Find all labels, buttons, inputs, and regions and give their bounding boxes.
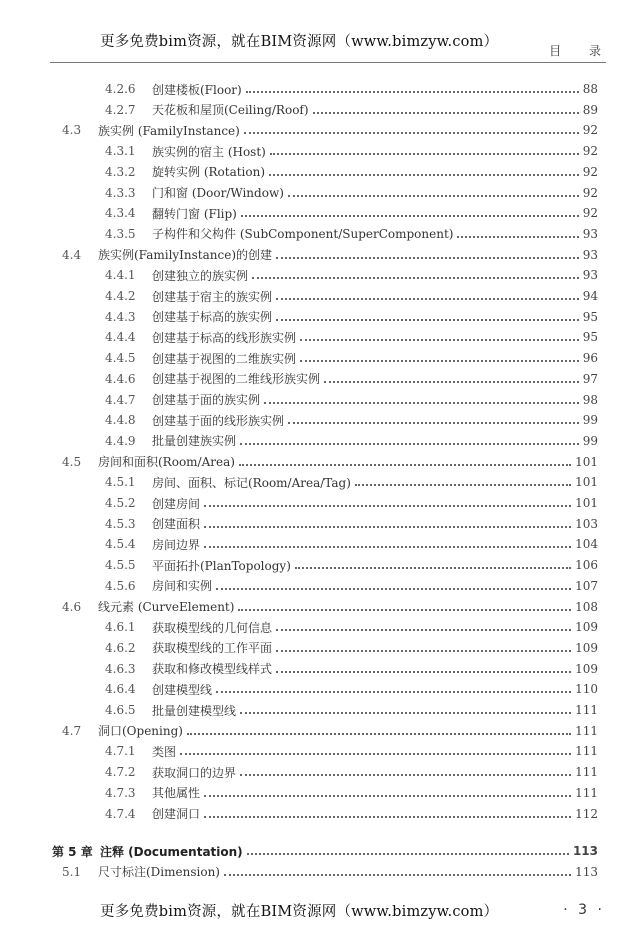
toc-entry-number: 4.5.2	[105, 496, 136, 510]
dot-leader	[264, 402, 579, 404]
dot-leader	[244, 132, 579, 134]
toc-entry-title: 洞口(Opening)	[98, 724, 183, 739]
toc-entry-number: 4.4.2	[105, 289, 136, 303]
toc-entry	[105, 141, 598, 161]
toc-entry	[105, 741, 598, 761]
toc-entry	[105, 576, 598, 596]
toc-entry	[105, 327, 598, 347]
toc-entry-number: 4.6.4	[105, 682, 136, 697]
toc-entry-page: 103	[575, 516, 598, 531]
toc-entry-page: 111	[575, 744, 598, 759]
toc-entry	[62, 721, 598, 741]
toc-entry	[105, 390, 598, 410]
toc-entry-page: 93	[582, 226, 598, 241]
dot-leader	[224, 874, 571, 876]
toc-entry-page: 101	[575, 475, 598, 490]
toc-entry-page: 92	[582, 164, 598, 179]
toc-entry-page: 94	[582, 289, 598, 303]
toc-entry-title: 获取和修改模型线样式	[152, 662, 273, 677]
watermark-banner-bottom: 更多免费bim资源，就在BIM资源网（www.bimzyw.com）	[100, 904, 499, 920]
dot-leader	[324, 381, 579, 383]
toc-entry-number: 4.3.2	[105, 164, 136, 179]
toc-entry	[105, 307, 598, 327]
toc-entry-number: 4.7.2	[105, 765, 136, 780]
toc-entry	[105, 203, 598, 223]
toc-entry-page: 99	[582, 433, 598, 448]
toc-entry	[52, 841, 598, 861]
toc-entry-page: 110	[575, 682, 598, 697]
toc-entry	[62, 862, 598, 882]
toc-entry-number: 4.3.3	[105, 185, 136, 200]
toc-entry	[105, 431, 598, 451]
toc-entry	[62, 245, 598, 265]
toc-entry-number: 第 5 章	[52, 844, 93, 859]
toc-entry-title: 门和窗 (Door/Window)	[152, 186, 284, 200]
toc-entry	[105, 555, 598, 575]
toc-entry-number: 4.5.3	[105, 516, 136, 531]
toc-entry-title: 创建基于标高的族实例	[152, 310, 273, 325]
toc-entry	[105, 514, 598, 534]
toc-entry-title: 创建房间	[152, 496, 201, 511]
toc-entry-number: 4.3.4	[105, 206, 136, 221]
toc-entry-page: 113	[572, 844, 598, 859]
toc-entry-title: 批量创建族实例	[152, 434, 237, 449]
dot-leader	[276, 650, 571, 652]
dot-leader	[288, 195, 579, 197]
toc-entry	[105, 638, 598, 658]
toc-entry-number: 4.3.1	[105, 144, 136, 159]
toc-entry-page: 98	[582, 392, 598, 407]
toc-entry-title: 创建洞口	[152, 807, 201, 821]
dot-leader	[187, 733, 571, 735]
toc-entry	[105, 286, 598, 306]
toc-entry-number: 4.4	[62, 247, 82, 262]
toc-entry	[105, 617, 598, 637]
toc-entry-page: 111	[575, 765, 598, 780]
toc-entry-page: 92	[582, 206, 598, 221]
toc-entry-page: 109	[575, 661, 598, 676]
dot-leader	[216, 588, 571, 590]
toc-entry-number: 5.1	[62, 864, 82, 879]
page-number: · 3 ·	[563, 902, 605, 918]
toc-entry-title: 族实例 (FamilyInstance)	[98, 123, 240, 138]
dot-leader	[246, 91, 579, 93]
toc-entry-number: 4.4.5	[105, 351, 136, 366]
toc-entry-page: 109	[575, 640, 598, 655]
toc-entry-title: 旋转实例 (Rotation)	[152, 165, 266, 180]
toc-entry-page: 107	[575, 578, 598, 593]
dot-leader	[204, 505, 571, 507]
toc-entry-title: 房间和面积(Room/Area)	[98, 455, 235, 470]
toc-entry-page: 92	[582, 185, 598, 200]
toc-entry-page: 113	[575, 864, 598, 879]
toc-entry	[105, 493, 598, 513]
toc-entry-number: 4.4.3	[105, 309, 136, 324]
toc-entry-page: 96	[582, 351, 598, 366]
toc-entry-page: 101	[575, 454, 598, 469]
toc-entry-number: 4.7.3	[105, 785, 136, 800]
toc-entry-title: 族实例(FamilyInstance)的创建	[98, 248, 273, 263]
toc-entry-number: 4.5	[62, 454, 82, 469]
dot-leader	[204, 546, 571, 548]
toc-entry-page: 111	[575, 723, 598, 738]
toc-entry	[62, 452, 598, 472]
dot-leader	[313, 112, 579, 114]
dot-leader	[216, 691, 571, 693]
toc-entry-title: 类图	[152, 744, 177, 759]
toc-entry-number: 4.5.4	[105, 537, 136, 552]
toc-entry-number: 4.2.6	[105, 82, 136, 96]
toc-entry-page: 88	[582, 82, 598, 96]
toc-entry-page: 108	[575, 599, 598, 614]
toc-entry-title: 尺寸标注(Dimension)	[98, 865, 220, 880]
toc-entry	[105, 348, 598, 368]
dot-leader	[238, 609, 571, 611]
toc-entry-number: 4.6.1	[105, 620, 136, 635]
toc-entry	[105, 79, 598, 99]
toc-entry-page: 93	[582, 268, 598, 283]
toc-entry-number: 4.5.6	[105, 578, 136, 593]
dot-leader	[240, 443, 579, 445]
toc-entry-number: 4.7	[62, 723, 82, 738]
toc-entry-number: 4.4.6	[105, 371, 136, 386]
dot-leader	[204, 526, 571, 528]
toc-entry	[105, 762, 598, 782]
toc-entry	[105, 804, 598, 824]
toc-entry-page: 92	[582, 144, 598, 159]
toc-entry-page: 109	[575, 620, 598, 635]
dot-leader	[240, 774, 571, 776]
toc-entry-title: 天花板和屋顶(Ceiling/Roof)	[152, 103, 309, 118]
toc-entry-title: 创建楼板(Floor)	[152, 82, 242, 97]
toc-entry	[105, 162, 598, 182]
toc-entry-number: 4.3	[62, 123, 82, 138]
toc-entry-title: 线元素 (CurveElement)	[98, 600, 235, 614]
toc-entry-title: 房间边界	[152, 537, 201, 552]
toc-entry-title: 子构件和父构件 (SubComponent/SuperComponent)	[152, 227, 454, 242]
toc-entry-page: 101	[575, 496, 598, 510]
toc-entry-number: 4.3.5	[105, 226, 136, 241]
dot-leader	[276, 257, 579, 259]
dot-leader	[457, 236, 578, 238]
dot-leader	[252, 277, 579, 279]
toc-entry-number: 4.6	[62, 599, 82, 614]
toc-entry-number: 4.4.1	[105, 268, 136, 283]
toc-entry-page: 99	[582, 413, 598, 428]
dot-leader	[204, 816, 571, 818]
toc-entry-title: 创建基于视图的二维线形族实例	[152, 372, 321, 387]
toc-entry	[105, 369, 598, 389]
dot-leader	[240, 712, 571, 714]
toc-entry-page: 89	[582, 102, 598, 117]
toc-entry-number: 4.4.4	[105, 330, 136, 345]
toc-entry-title: 创建基于面的线形族实例	[152, 413, 285, 428]
toc-entry-page: 111	[575, 785, 598, 800]
toc-entry-page: 111	[575, 703, 598, 717]
toc-entry	[62, 120, 598, 140]
toc-entry	[105, 183, 598, 203]
dot-leader	[355, 484, 571, 486]
toc-entry	[105, 783, 598, 803]
toc-entry	[62, 597, 598, 617]
toc-entry	[105, 679, 598, 699]
dot-leader	[270, 153, 579, 155]
toc-entry-page: 93	[582, 247, 598, 262]
dot-leader	[204, 795, 571, 797]
dot-leader	[247, 853, 569, 855]
toc-entry-number: 4.5.1	[105, 475, 136, 490]
toc-entry-page: 92	[582, 123, 598, 138]
toc-entry-title: 创建基于面的族实例	[152, 393, 261, 407]
toc-entry-page: 95	[582, 309, 598, 324]
toc-entry	[105, 100, 598, 120]
toc-entry-title: 其他属性	[152, 786, 201, 801]
toc-entry-title: 创建独立的族实例	[152, 268, 249, 283]
dot-leader	[239, 464, 571, 466]
dot-leader	[276, 298, 579, 300]
toc-entry-title: 获取模型线的工作平面	[152, 641, 273, 656]
toc-entry-number: 4.5.5	[105, 558, 136, 573]
toc-entry-title: 获取模型线的几何信息	[152, 620, 273, 635]
dot-leader	[300, 360, 579, 362]
running-header-contents: 目 录	[549, 44, 613, 58]
toc-entry-number: 4.4.9	[105, 433, 136, 448]
dot-leader	[276, 671, 571, 673]
dot-leader	[276, 319, 579, 321]
toc-entry-number: 4.4.7	[105, 392, 136, 407]
toc-entry-title: 翻转门窗 (Flip)	[152, 206, 237, 221]
toc-entry-number: 4.6.3	[105, 661, 136, 676]
toc-entry-title: 注释 (Documentation)	[100, 844, 243, 859]
toc-entry-title: 批量创建模型线	[152, 703, 237, 718]
toc-entry-title: 房间、面积、标记(Room/Area/Tag)	[152, 475, 351, 490]
toc-entry	[105, 472, 598, 492]
toc-entry-title: 房间和实例	[152, 579, 213, 594]
dot-leader	[295, 567, 571, 569]
toc-entry-title: 创建基于视图的二维族实例	[152, 351, 297, 366]
toc-entry-page: 97	[582, 371, 598, 386]
dot-leader	[241, 215, 579, 217]
toc-entry-number: 4.6.2	[105, 640, 136, 655]
toc-entry	[105, 224, 598, 244]
toc-entry-title: 平面拓扑(PlanTopology)	[152, 558, 291, 573]
toc-entry-page: 106	[575, 558, 598, 573]
dot-leader	[288, 422, 579, 424]
toc-entry-title: 创建基于标高的线形族实例	[152, 330, 297, 345]
toc-entry-title: 获取洞口的边界	[152, 765, 237, 780]
toc-entry-title: 创建基于宿主的族实例	[152, 289, 273, 304]
dot-leader	[269, 174, 579, 176]
toc-entry-title: 创建模型线	[152, 682, 213, 697]
toc-entry-page: 104	[575, 537, 598, 552]
toc-entry-page: 112	[575, 806, 598, 821]
dot-leader	[180, 753, 571, 755]
toc-entry-number: 4.4.8	[105, 413, 136, 428]
toc-entry-number: 4.6.5	[105, 703, 136, 717]
toc-entry	[105, 534, 598, 554]
toc-entry	[105, 265, 598, 285]
toc-entry-number: 4.7.4	[105, 806, 136, 821]
watermark-banner-top: 更多免费bim资源，就在BIM资源网（www.bimzyw.com）	[100, 34, 499, 50]
toc-entry	[105, 700, 598, 720]
toc-entry-title: 族实例的宿主 (Host)	[152, 144, 266, 159]
toc-entry-number: 4.7.1	[105, 744, 136, 759]
toc-entry-page: 95	[582, 330, 598, 345]
toc-entry	[105, 659, 598, 679]
dot-leader	[300, 339, 579, 341]
toc-entry-title: 创建面积	[152, 517, 201, 532]
toc-entry-number: 4.2.7	[105, 102, 136, 117]
dot-leader	[276, 629, 571, 631]
header-rule	[50, 62, 606, 63]
toc-entry	[105, 410, 598, 430]
